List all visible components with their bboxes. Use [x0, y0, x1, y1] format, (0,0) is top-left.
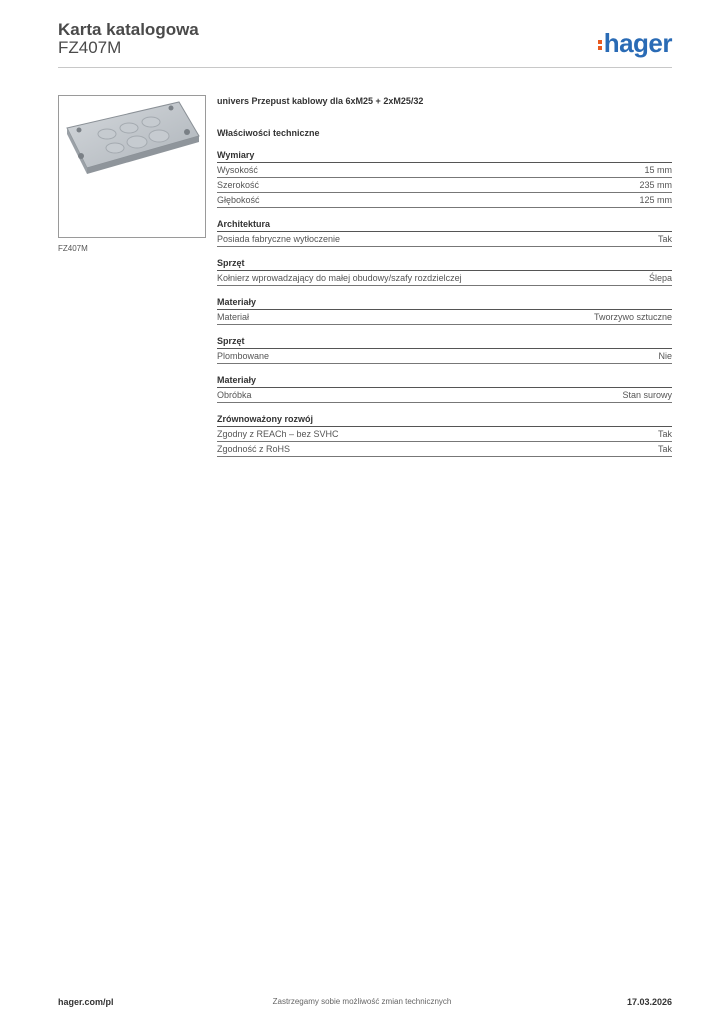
section-hardware [217, 258, 672, 286]
property-value: 125 mm [639, 195, 672, 205]
footer-date: 17.03.2026 [626, 997, 672, 1007]
property-label: Plombowane [217, 351, 270, 361]
section-title: Sprzęt [217, 258, 672, 271]
section-title: Architektura [217, 219, 672, 232]
product-details [217, 96, 672, 468]
footer-website-link[interactable]: hager.com/pl [58, 997, 114, 1007]
property-label: Kołnierz wprowadzający do małej obudowy/szafy rozdzielczej [217, 273, 462, 283]
product-description: univers Przepust kablowy dla 6xM25 + 2xM25/32 [217, 96, 424, 106]
property-row [217, 178, 672, 193]
property-row [217, 232, 672, 247]
property-label: Zgodny z REACh – bez SVHC [217, 429, 339, 439]
property-value: Nie [658, 351, 672, 361]
property-value: Tak [657, 234, 672, 244]
section-sustainability [217, 414, 672, 457]
property-label: Szerokość [217, 180, 260, 190]
property-label: Posiada fabryczne wytłoczenie [217, 234, 341, 244]
property-row [217, 271, 672, 286]
property-row [217, 442, 672, 457]
property-label: Materiał [217, 312, 250, 322]
property-value: Tworzywo sztuczne [593, 312, 672, 322]
section-title: Sprzęt [217, 336, 672, 349]
property-value: Ślepa [648, 273, 672, 283]
section-hardware-sealing [217, 336, 672, 364]
property-row [217, 163, 672, 178]
section-architecture [217, 219, 672, 247]
property-value: 235 mm [639, 180, 672, 190]
property-label: Głębokość [217, 195, 260, 205]
property-row [217, 349, 672, 364]
cable-entry-plate-image [59, 96, 205, 237]
property-row [217, 388, 672, 403]
product-image-frame [58, 95, 206, 238]
section-title: Materiały [217, 375, 672, 388]
logo-dots-icon [598, 38, 603, 52]
section-materials [217, 297, 672, 325]
property-value: Stan surowy [622, 390, 672, 400]
property-label: Wysokość [217, 165, 258, 175]
logo-text: hager [603, 28, 672, 58]
footer-disclaimer: Zastrzegamy sobie możliwość zmian technicznych [272, 997, 452, 1006]
header-divider [58, 67, 672, 68]
property-value: Tak [657, 444, 672, 454]
page-title: Karta katalogowa [58, 20, 199, 39]
hager-logo [598, 28, 672, 59]
section-title: Zrównoważony rozwój [217, 414, 672, 427]
section-title: Wymiary [217, 150, 672, 163]
property-row [217, 427, 672, 442]
property-value: Tak [657, 429, 672, 439]
property-label: Obróbka [217, 390, 252, 400]
property-row [217, 193, 672, 208]
product-code: FZ407M [58, 38, 122, 57]
property-value: 15 mm [644, 165, 672, 175]
property-row [217, 310, 672, 325]
product-image-caption: FZ407M [58, 244, 88, 253]
property-label: Zgodność z RoHS [217, 444, 291, 454]
section-materials-finish [217, 375, 672, 403]
technical-properties-heading: Właściwości techniczne [217, 128, 320, 138]
section-dimensions [217, 150, 672, 208]
section-title: Materiały [217, 297, 672, 310]
